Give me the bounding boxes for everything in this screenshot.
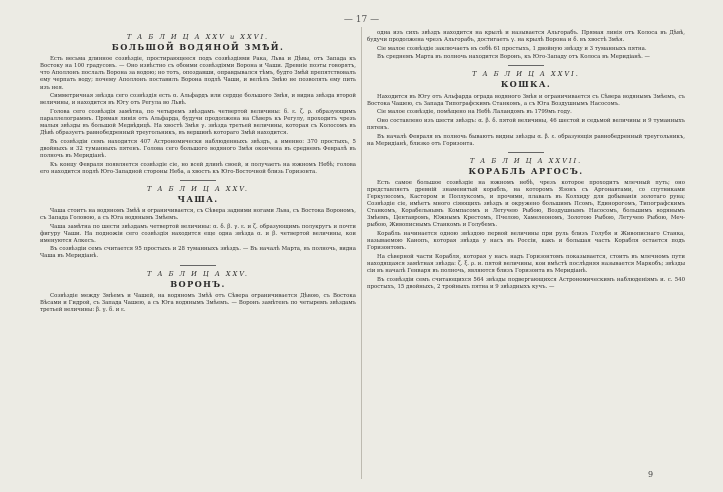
paragraph: Сіе малое созвѣздіе заключаетъ въ себѣ 61 простыхъ, 1 двойную звѣзду и 3 туманныхъ пятна. [377, 45, 647, 52]
paragraph: На сѣверной части Корабля, которая у насъ надъ Горизонтомъ показывается, стоитъ въ млечномъ пути находящаяся замѣтная звѣзда: ζ. ξ. ρ. и. пятой величины, кои вмѣстѣ послѣдняя называется Маркобъ; звѣзды сіи въ началѣ Генваря въ полночь, являются близъ Горизонта въ Меридіанѣ. [367, 253, 685, 275]
column-divider [361, 27, 362, 479]
paragraph: Въ среднемъ Марта въ полночь находится Воронъ, къ Юго-Западу отъ Колоса въ Меридіанѣ. — [377, 54, 650, 61]
paragraph: Къ концу Февраля появляется созвѣздіе сіе, но всей длинѣ своей, и получаетъ на южномъ Небѣ; голова его находится подлѣ Юго-Западной стороны Неба, а хвостъ къ Юго-Восточной близь Горизонта. [40, 161, 356, 175]
paragraph: одна изъ сихъ звѣздъ находится на крылѣ и называется Альгорабъ. Прямая линія отъ Колоса въ Дѣвѣ, будучи продолжена чрезъ Альгорабъ, достигаетъ γ. на крылѣ Ворона и δ. въ хвостѣ Змѣя. [367, 30, 685, 44]
left-column [40, 30, 356, 316]
paragraph: Въ созвѣздіи семъ находится 407 Астрономически наблюденныхъ звѣздъ, а именно: 370 простыхъ, 5 двойныхъ и 32 туманныхъ пятенъ. Голова сего большого водяного Змѣя окончена въ среднемъ Февралѣ въ полночь въ Меридіанѣ. [40, 138, 356, 159]
paragraph: Чаша стоитъ на водяномъ Змѣѣ и ограничивается, съ Сѣвера задними ногами Льва, съ Востока Ворономъ, съ Запада Головою, а съ Юга водянымъ Змѣемъ. [40, 207, 356, 221]
section-table-heading: Т А Б Л И Ц А XXV и XXVI. [126, 33, 270, 41]
section-rule [508, 65, 544, 66]
section-title: КОРАБЛЬ АРГОСЪ. [468, 165, 584, 176]
paragraph: Симметричная звѣзда сего созвѣздія есть α. Альфардъ или сердце большого Змѣя, и видна звѣзда второй величины, и находится въ Югу отъ Регула во Львѣ. [40, 93, 356, 107]
section-rule [508, 152, 544, 153]
paragraph: Есть весьма длинное созвѣздіе, простирающееся подъ созвѣздіями Рака, Льва и Дѣвы, отъ Запада къ Востоку на 100 градусовъ. — Оно извѣстно съ обоими созвѣздіями Ворона и Чаши. Древніе поэты говорятъ, что Аполлонъ послалъ Ворона за водою; но тотъ, опоздавши, оправдывался тѣмъ, будто Змѣй препятствовалъ ему черпать воду; почему Аполлонъ поставилъ Ворона подлѣ Чаши, и велѣлъ Змѣю не позволять ему пить изъ нея. [40, 56, 356, 91]
paragraph: Корабль начинается одною звѣздою первой величины при руль близъ Голубя и Живописнаго Станка, называемою Канопъ, которая звѣзда у насъ въ Россіи, какъ и большая часть Корабля остается подъ Горизонтомъ. [367, 231, 685, 252]
section-table-heading: Т А Б Л И Ц А XXV. [147, 184, 249, 193]
paragraph: Находится въ Югу отъ Альфарда ограда водяного Змѣя и ограничивается съ Сѣвера водянымъ Змѣемъ, съ Востока Чашею, съ Запада Типографскимъ Станкомъ, а съ Юга Воздушнымъ Насосомъ. [367, 93, 685, 107]
section-table-heading: Т А Б Л И Ц А XXVII. [469, 156, 583, 165]
paragraph: Есть самое большое созвѣздіе на южномъ небѣ, чрезъ которое проходитъ млечный путь; оно представляетъ древній знаменитый корабль, на которомъ Язонъ съ Аргонавтами, со спутниками Геркулесомъ, Кастором и Поллуксомъ, и прочими, плавалъ въ Колхиду для добыванія золотаго руна; Созвѣздіе сіе, имѣетъ много сіяющихъ звѣздъ и окружено большимъ Псомъ, Единорогомъ, Типографскимъ Станкомъ, Корабельнымъ Компасомъ и Летучею Рыбою, Воздушнымъ Насосомъ, большимъ водянымъ Змѣемъ, Центавромъ, Южнымъ Крестомъ, Пчелою, Хамелеономъ, Золотою Рыбою, Летучею Рыбою, Меч-рыбою, Живописнымъ Станкомъ и Голубемъ. [367, 179, 685, 229]
paragraph: Въ созвѣздіи семъ считающихся 564 звѣзды подвергающихся Астрономическимъ наблюденіямъ и. с. 540 простыхъ, 15 двойныхъ, 2 тройныхъ пятна и 9 звѣздныхъ кучъ. — [367, 276, 685, 290]
section-rule [180, 265, 216, 266]
paragraph: Голова сего созвѣздія замѣтна, по четыремъ звѣздамъ четвертой величины: δ. ε. ζ. ρ. образующимъ параллелограммъ. Прямая линія отъ Альфарда, будучи продолжена на Сѣверъ къ Регулу, проходитъ чрезъ малыя звѣзды въ большой Медвѣдицѣ. На хвостѣ Змѣя γ. звѣзда третьей величины, которая съ Колосомъ въ Дѣвѣ образуетъ равнобедренный треугольникъ, въ вершинѣ котораго Змѣй находится. [40, 108, 356, 137]
folio-number: 9 [648, 470, 654, 479]
section-title: ВОРОНЪ. [170, 278, 226, 289]
paragraph: Оно составлено изъ шести звѣздъ: α. β. δ. пятой величины, 46 шестой и седьмой величины и 9 туманныхъ пятенъ. [367, 117, 685, 131]
paragraph: Въ началѣ Февраля въ полночь бываютъ видны звѣзды α. β. ε. образующія равнобедренный треугольникъ, на Меридіанѣ, близко отъ Горизонта. [367, 133, 685, 147]
paragraph: Сіе малое созвѣздіе, помѣщено на Небѣ Лаландомъ въ 1799мъ году. [377, 109, 572, 116]
section-title: ЧАША. [177, 193, 219, 204]
right-column [367, 30, 685, 292]
section-table-heading: Т А Б Л И Ц А XXV. [147, 269, 249, 278]
section-title: БОЛЬШОЙ ВОДЯНОЙ ЗМѢЙ. [111, 42, 285, 53]
paragraph: Въ созвѣздіи семъ считается 95 простыхъ и 28 туманныхъ звѣздъ. — Въ началѣ Марта, въ полночь, видна Чаша въ Меридіанѣ. [40, 246, 356, 260]
section-title: КОШКА. [500, 79, 552, 90]
section-table-heading: Т А Б Л И Ц А XXVI. [472, 70, 580, 79]
section-rule [180, 180, 216, 181]
page-number: — 17 — [343, 15, 380, 25]
paragraph: Созвѣздіе между Змѣемъ и Чашей, на водяномъ Змѣѣ отъ Сѣвера ограничивается Дѣвою, съ Востока Вѣсами и Гидрой, съ Запада Чашею, а съ Юга водянымъ Змѣемъ. — Воронъ замѣтенъ по четыремъ звѣздамъ третьей величины: β. γ. δ. и ε. [40, 292, 356, 313]
paragraph: Чаша замѣтна по шести звѣздамъ четвертой величины: α. δ. β. γ. ε. и ζ. образующимъ полукругъ и почти фигуру Чаши. На подножіи сего созвѣздія находится еще одна звѣзда α. и β. четвертой величины, кои именуются Алкесъ. [40, 223, 356, 244]
